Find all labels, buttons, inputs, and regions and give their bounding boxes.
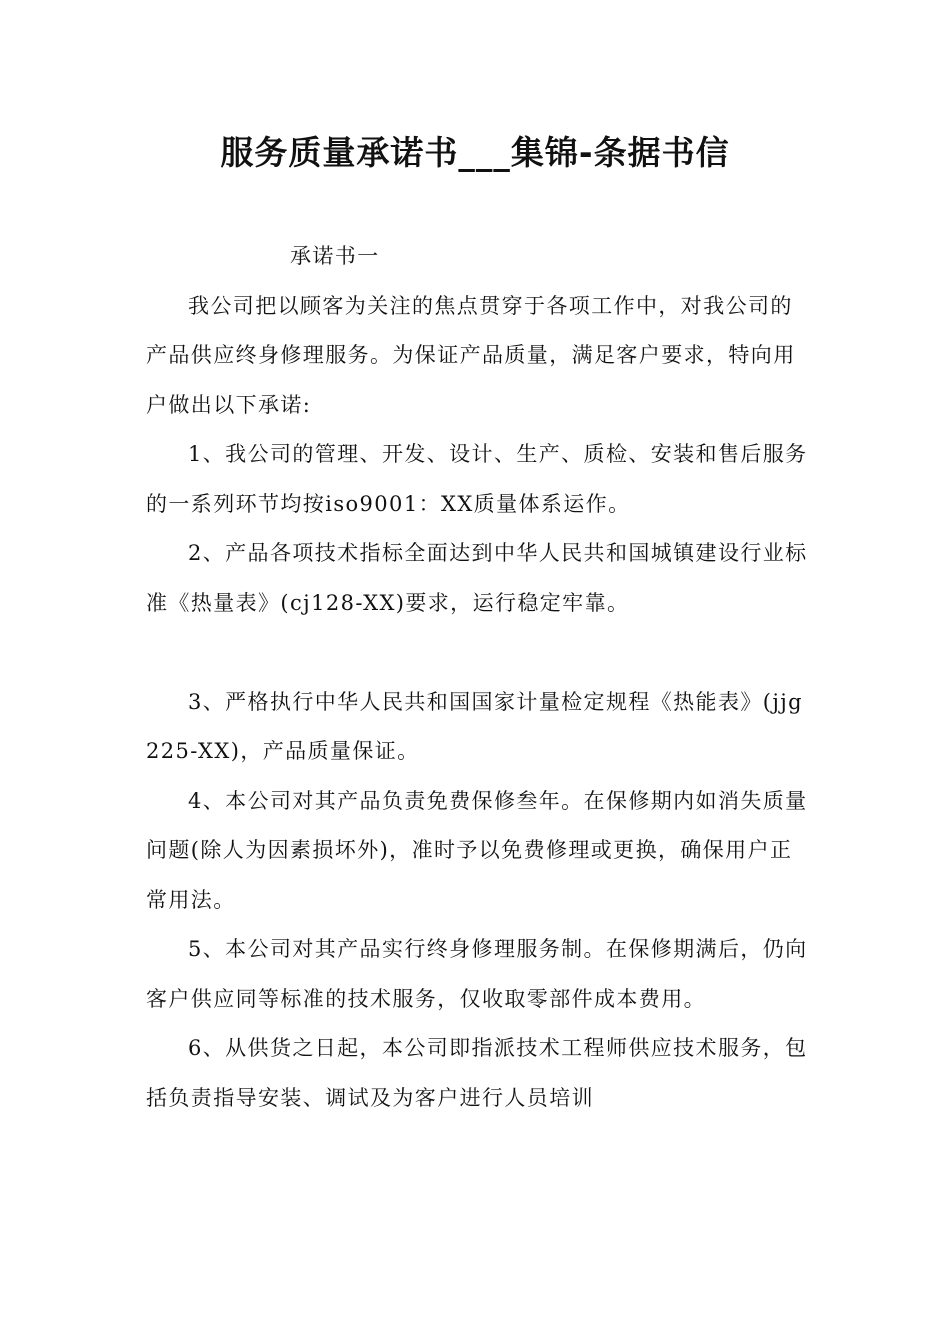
section-heading: 承诺书一 xyxy=(290,244,380,268)
intro-paragraph: 我公司把以顾客为关注的焦点贯穿于各项工作中，对我公司的产品供应终身修理服务。为保证产品质量，满足客户要求，特向用户做出以下承诺: xyxy=(146,293,796,417)
commitment-item-5: 5、本公司对其产品实行终身修理服务制。在保修期满后，仍向客户供应同等标准的技术服务，仅收取零部件成本费用。 xyxy=(146,937,808,1011)
commitment-item-4: 4、本公司对其产品负责免费保修叁年。在保修期内如消失质量问题(除人为因素损坏外)，准时予以免费修理或更换，确保用户正常用法。 xyxy=(146,788,808,912)
document-body xyxy=(146,232,810,1123)
commitment-item-6: 6、从供货之日起，本公司即指派技术工程师供应技术服务，包括负责指导安装、调试及为客户进行人员培训 xyxy=(146,1036,808,1110)
commitment-item-2: 2、产品各项技术指标全面达到中华人民共和国城镇建设行业标准《热量表》(cj128-XX)要求，运行稳定牢靠。 xyxy=(146,541,808,615)
commitment-item-1: 1、我公司的管理、开发、设计、生产、质检、安装和售后服务的一系列环节均按iso9001：XX质量体系运作。 xyxy=(146,442,808,516)
commitment-item-3: 3、严格执行中华人民共和国国家计量检定规程《热能表》(jjg225-XX)，产品质量保证。 xyxy=(146,689,804,763)
blank-line xyxy=(146,628,810,678)
document-title: 服务质量承诺书___集锦-条据书信 xyxy=(220,133,730,172)
